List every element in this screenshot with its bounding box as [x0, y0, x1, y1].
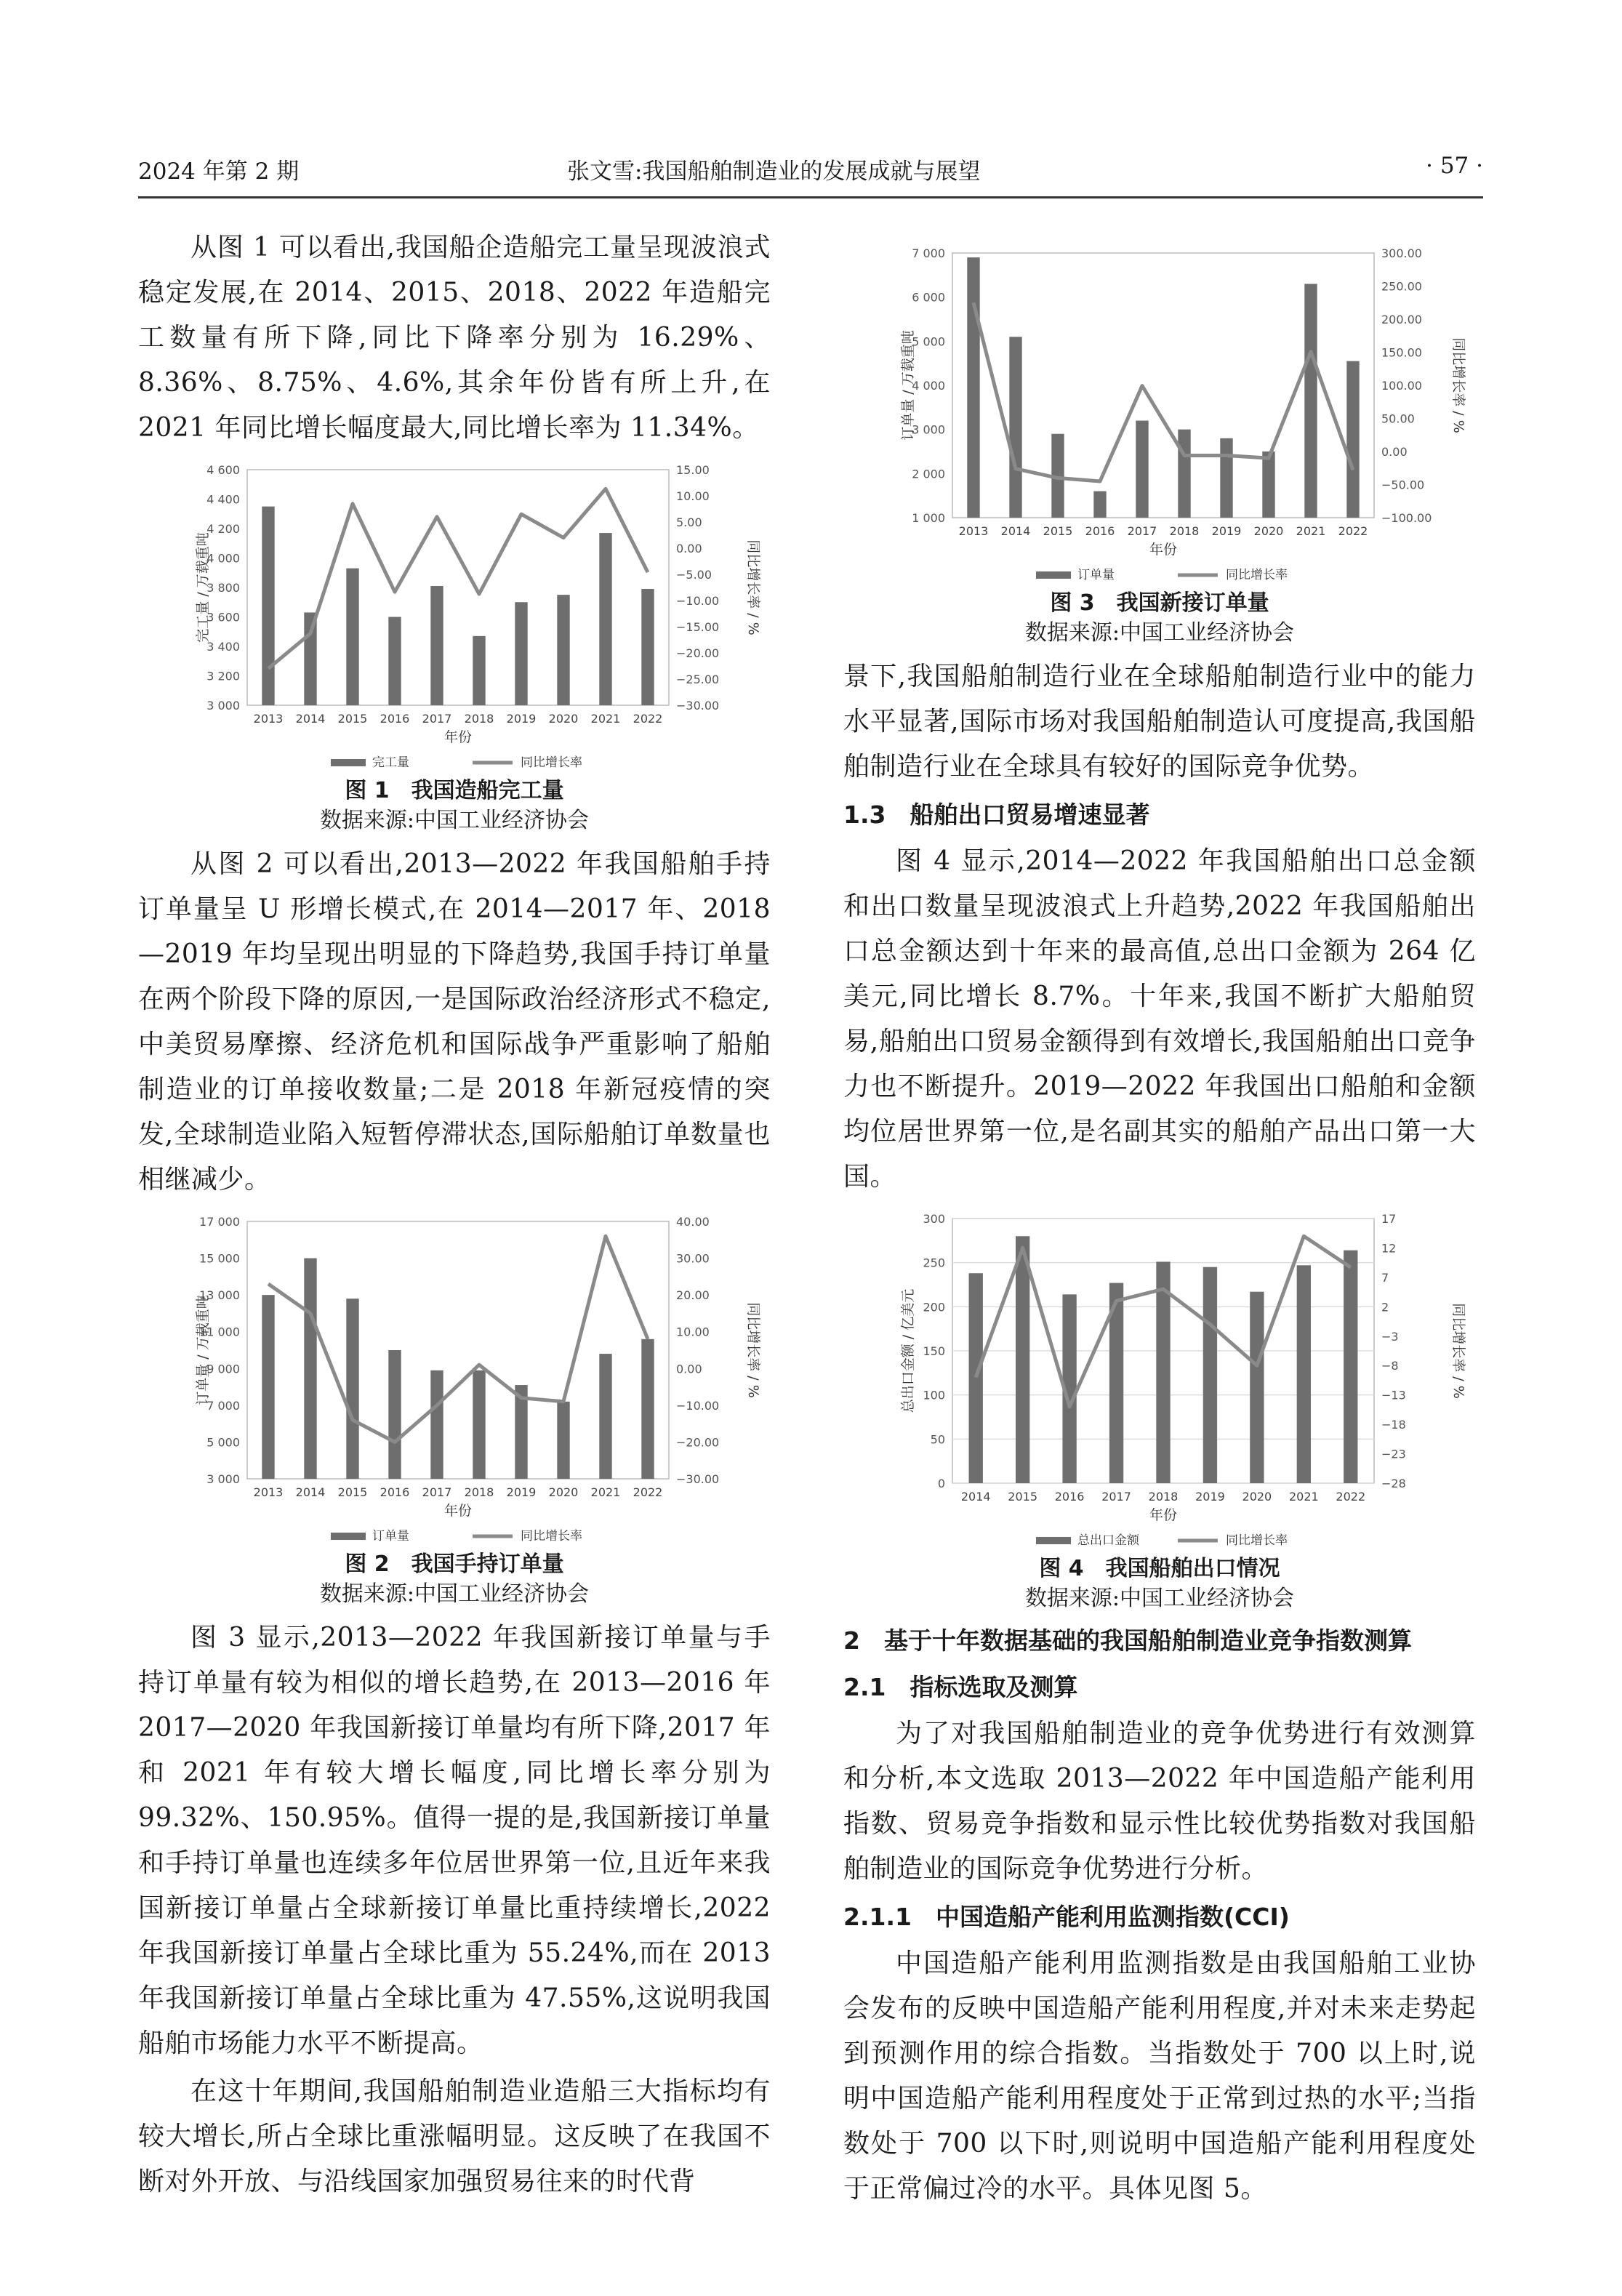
chart-4	[843, 1205, 1476, 1554]
y-tick-label: 0	[937, 1477, 945, 1490]
page-number: · 57 ·	[1426, 153, 1483, 179]
bar	[1250, 1292, 1264, 1483]
bar	[599, 1354, 611, 1479]
bar	[599, 533, 611, 705]
legend-label: 同比增长率	[1226, 1533, 1288, 1548]
y2-tick-label: 300.00	[1381, 246, 1422, 260]
y-tick-label: 17 000	[199, 1215, 240, 1229]
y2-tick-label: 40.00	[676, 1215, 710, 1229]
bar	[1220, 438, 1232, 518]
legend-swatch-bar	[1036, 571, 1071, 579]
y2-tick-label: 250.00	[1381, 279, 1422, 294]
y-tick-label: 13 000	[199, 1288, 240, 1303]
bar	[1009, 337, 1021, 518]
y-tick-label: 4 200	[206, 522, 240, 536]
y2-tick-label: 100.00	[1381, 379, 1422, 393]
bar	[304, 612, 316, 705]
x-tick-label: 2016	[1054, 1490, 1085, 1504]
y-tick-label: 50	[930, 1432, 945, 1447]
y2-tick-label: −20.00	[676, 1435, 720, 1450]
y-axis-label: 完工量 / 万载重吨	[195, 532, 211, 643]
figure-source: 数据来源:中国工业经济协会	[1024, 1586, 1295, 1611]
x-tick-label: 2014	[295, 1485, 326, 1499]
x-tick-label: 2014	[295, 712, 326, 726]
x-tick-label: 2014	[1000, 524, 1031, 538]
legend-swatch-bar	[1036, 1537, 1071, 1544]
paragraph: 为了对我国船舶制造业的竞争优势进行有效测算和分析,本文选取 2013—2022 年中国造船产能利用指数、贸易竞争指数和显示性比较优势指数对我国船舶制造业的国际竞争优势进行分析。	[843, 1719, 1476, 1884]
bar	[1346, 361, 1359, 518]
y2-tick-label: 0.00	[676, 542, 702, 555]
y2-tick-label: −15.00	[676, 620, 720, 634]
y2-tick-label: 20.00	[676, 1288, 710, 1303]
paragraph: 图 3 显示,2013—2022 年我国新接订单量与手持订单量有较为相似的增长趋势,在 2013—2016 年 2017—2020 年我国新接订单量均有所下降,2017 年和 2021 年有较大增长幅度,同比增长率分别为 99.32%、150.95%。值得一提的是,我国新接订单量和手持订单量也连续多年位居世界第一位,且近年来我国新接订单量占全球新接订单量比重持续增长,2022 年我国新接订单量占全球比重为 55.24%,而在 2013 年我国新接订单量占全球比重为 47.55%,这说明我国船舶市场能力水平不断提高。	[138, 1623, 771, 2058]
x-tick-label: 2016	[380, 712, 410, 726]
y2-tick-label: 150.00	[1381, 345, 1422, 360]
chart-3	[843, 240, 1476, 589]
y2-tick-label: −100.00	[1381, 511, 1432, 525]
bar	[304, 1259, 316, 1479]
y-tick-label: 3 000	[206, 1472, 240, 1486]
series-line	[268, 489, 648, 668]
x-tick-label: 2021	[1296, 524, 1326, 538]
section-heading: 2.1.1 中国造船产能利用监测指数(CCI)	[843, 1903, 1290, 1931]
x-tick-label: 2020	[1242, 1490, 1272, 1504]
x-tick-label: 2022	[1338, 524, 1368, 538]
paragraph: 图 4 显示,2014—2022 年我国船舶出口总金额和出口数量呈现波浪式上升趋势,2022 年我国船舶出口总金额达到十年来的最高值,总出口金额为 264 亿美元,同比增长 8.7%。十年来,我国不断扩大船舶贸易,船舶出口贸易金额得到有效增长,我国船舶出口竞争力也不断提升。2019—2022 年我国出口船舶和金额均位居世界第一位,是名副其实的船舶产品出口第一大国。	[843, 846, 1476, 1192]
y-tick-label: 3 000	[206, 699, 240, 713]
x-tick-label: 2019	[506, 712, 537, 726]
x-axis-label: 年份	[443, 1503, 473, 1519]
figure-caption: 图 4 我国船舶出口情况	[1039, 1556, 1280, 1581]
legend-label: 同比增长率	[1226, 568, 1288, 582]
figure-4	[843, 1205, 1476, 1614]
x-tick-label: 2018	[464, 1485, 494, 1499]
y2-tick-label: 10.00	[676, 489, 710, 503]
bar	[515, 602, 527, 705]
y-tick-label: 2 000	[912, 467, 945, 481]
y-tick-label: 1 000	[912, 511, 945, 525]
y2-axis-label: 同比增长率 / %	[1450, 337, 1466, 433]
bar	[969, 1273, 983, 1483]
bar	[1093, 491, 1106, 518]
y-axis-label: 订单量 / 万载重吨	[195, 1295, 211, 1405]
bar	[641, 1339, 654, 1479]
y2-tick-label: −18	[1381, 1418, 1406, 1432]
y-tick-label: 250	[923, 1256, 945, 1270]
y-tick-label: 4 000	[206, 551, 240, 566]
bar	[1304, 284, 1317, 518]
y2-axis-label: 同比增长率 / %	[745, 1302, 761, 1398]
x-axis-label: 年份	[1149, 542, 1178, 558]
x-tick-label: 2020	[1253, 524, 1284, 538]
y2-axis-label: 同比增长率 / %	[1450, 1303, 1466, 1399]
y2-tick-label: −25.00	[676, 673, 720, 686]
y2-tick-label: −20.00	[676, 646, 720, 660]
y-tick-label: 3 600	[206, 610, 240, 625]
x-tick-label: 2016	[1085, 524, 1115, 538]
x-tick-label: 2015	[1008, 1490, 1038, 1504]
y-tick-label: 4 400	[206, 492, 240, 507]
y2-tick-label: −10.00	[676, 594, 720, 608]
bar	[388, 1350, 401, 1479]
x-tick-label: 2013	[253, 1485, 284, 1499]
legend-label: 同比增长率	[521, 755, 582, 770]
figure-caption: 图 3 我国新接订单量	[1050, 590, 1269, 616]
y-tick-label: 200	[923, 1300, 945, 1314]
y-tick-label: 100	[923, 1388, 945, 1402]
x-tick-label: 2019	[506, 1485, 537, 1499]
y-tick-label: 9 000	[206, 1362, 240, 1376]
figure-caption: 图 1 我国造船完工量	[345, 778, 564, 803]
x-tick-label: 2017	[422, 1485, 452, 1499]
y2-axis-label: 同比增长率 / %	[745, 539, 761, 635]
x-tick-label: 2019	[1211, 524, 1242, 538]
paragraph: 景下,我国船舶制造行业在全球船舶制造行业中的能力水平显著,国际市场对我国船舶制造认可度提高,我国船舶制造行业在全球具有较好的国际竞争优势。	[843, 662, 1476, 782]
x-tick-label: 2014	[960, 1490, 991, 1504]
y2-tick-label: 10.00	[676, 1325, 710, 1339]
bar	[641, 589, 654, 705]
y2-tick-label: −8	[1381, 1359, 1399, 1373]
bar	[388, 617, 401, 706]
y2-tick-label: 12	[1381, 1241, 1397, 1256]
y-tick-label: 15 000	[199, 1251, 240, 1266]
section-heading: 2.1 指标选取及测算	[843, 1673, 1078, 1701]
legend-label: 订单量	[1077, 568, 1115, 582]
paragraph: 从图 2 可以看出,2013—2022 年我国船舶手持订单量呈 U 形增长模式,在 2014—2017 年、2018—2019 年均呈现出明显的下降趋势,我国手持订单量在两个阶段下降的原因,一是国际政治经济形式不稳定,中美贸易摩擦、经济危机和国际战争严重影响了船舶制造业的订单接收数量;二是 2018 年新冠疫情的突发,全球制造业陷入短暂停滞状态,国际船舶订单数量也相继减少。	[138, 849, 771, 1195]
x-tick-label: 2022	[633, 712, 663, 726]
x-tick-label: 2015	[337, 1485, 368, 1499]
y-tick-label: 7 000	[912, 246, 945, 260]
x-tick-label: 2017	[1127, 524, 1157, 538]
figure-source: 数据来源:中国工业经济协会	[319, 808, 590, 833]
figure-2	[138, 1208, 771, 1610]
legend-label: 订单量	[372, 1529, 409, 1544]
x-tick-label: 2018	[1169, 524, 1200, 538]
y2-tick-label: −23	[1381, 1447, 1406, 1461]
x-tick-label: 2019	[1195, 1490, 1225, 1504]
x-tick-label: 2013	[958, 524, 989, 538]
x-tick-label: 2020	[548, 712, 579, 726]
legend-label: 完工量	[372, 755, 409, 770]
x-tick-label: 2018	[1148, 1490, 1179, 1504]
y2-tick-label: 7	[1381, 1270, 1389, 1285]
legend-label: 同比增长率	[521, 1529, 582, 1544]
bar	[1016, 1236, 1029, 1483]
page-header	[138, 153, 1483, 198]
y2-tick-label: 0.00	[676, 1362, 702, 1376]
chart-2	[138, 1208, 771, 1550]
figure-1	[138, 457, 771, 836]
section-heading: 2 基于十年数据基础的我国船舶制造业竞争指数测算	[843, 1626, 1412, 1655]
x-tick-label: 2013	[253, 712, 284, 726]
y2-tick-label: 15.00	[676, 463, 710, 477]
bar	[430, 586, 443, 705]
series-line	[973, 302, 1353, 481]
x-tick-label: 2022	[1336, 1490, 1366, 1504]
y2-tick-label: −30.00	[676, 699, 720, 713]
bar	[346, 569, 358, 705]
y2-tick-label: 5.00	[676, 515, 702, 529]
x-tick-label: 2016	[380, 1485, 410, 1499]
y-tick-label: 3 400	[206, 640, 240, 654]
y-tick-label: 300	[923, 1212, 945, 1226]
bar	[473, 1370, 485, 1479]
y2-tick-label: −13	[1381, 1388, 1406, 1402]
bar	[1262, 451, 1274, 518]
bar	[262, 1295, 274, 1479]
legend-swatch-bar	[331, 759, 366, 766]
bar	[1178, 430, 1190, 518]
bar	[1297, 1265, 1311, 1483]
bar	[557, 1402, 569, 1479]
bar	[557, 595, 569, 705]
x-tick-label: 2021	[590, 712, 621, 726]
y2-tick-label: 17	[1381, 1212, 1397, 1226]
x-tick-label: 2015	[1043, 524, 1073, 538]
x-tick-label: 2020	[548, 1485, 579, 1499]
bar	[1203, 1267, 1217, 1483]
legend-swatch-bar	[331, 1533, 366, 1540]
y-tick-label: 150	[923, 1344, 945, 1358]
bar	[346, 1298, 358, 1479]
y-tick-label: 3 200	[206, 669, 240, 683]
section-heading: 1.3 船舶出口贸易增速显著	[843, 800, 1150, 829]
x-tick-label: 2017	[1101, 1490, 1131, 1504]
bar	[1136, 421, 1148, 518]
y2-tick-label: 30.00	[676, 1251, 710, 1266]
x-tick-label: 2018	[464, 712, 494, 726]
x-tick-label: 2017	[422, 712, 452, 726]
y-tick-label: 4 600	[206, 463, 240, 477]
y2-tick-label: −3	[1381, 1329, 1399, 1344]
right-column	[843, 240, 1476, 2215]
running-title: 张文雪:我国船舶制造业的发展成就与展望	[567, 158, 981, 185]
y2-tick-label: −10.00	[676, 1398, 720, 1413]
y-axis-label: 总出口金额 / 亿美元	[900, 1288, 916, 1413]
x-axis-label: 年份	[443, 729, 473, 745]
series-line	[268, 1236, 648, 1442]
y2-tick-label: −30.00	[676, 1472, 720, 1486]
y2-tick-label: 50.00	[1381, 412, 1415, 426]
y2-tick-label: −28	[1381, 1477, 1406, 1490]
y2-tick-label: −5.00	[676, 568, 712, 582]
journal-issue: 2024 年第 2 期	[138, 158, 300, 185]
figure-3	[843, 240, 1476, 649]
bar	[1344, 1251, 1357, 1483]
left-column	[138, 225, 771, 2207]
bar	[473, 636, 485, 705]
figure-source: 数据来源:中国工业经济协会	[319, 1581, 590, 1607]
legend-label: 总出口金额	[1077, 1533, 1139, 1548]
y-tick-label: 5 000	[206, 1435, 240, 1450]
paragraph: 中国造船产能利用监测指数是由我国船舶工业协会发布的反映中国造船产能利用程度,并对未来走势起到预测作用的综合指数。当指数处于 700 以上时,说明中国造船产能利用程度处于正常到过热的水平;当指数处于 700 以下时,则说明中国造船产能利用程度处于正常偏过冷的水平。具体见图 5。	[843, 1948, 1476, 2204]
figure-source: 数据来源:中国工业经济协会	[1024, 620, 1295, 646]
x-tick-label: 2015	[337, 712, 368, 726]
figure-caption: 图 2 我国手持订单量	[345, 1552, 564, 1577]
x-tick-label: 2022	[633, 1485, 663, 1499]
paragraph: 在这十年期间,我国船舶制造业造船三大指标均有较大增长,所占全球比重涨幅明显。这反映了在我国不断对外开放、与沿线国家加强贸易往来的时代背	[138, 2076, 771, 2196]
y2-tick-label: 200.00	[1381, 313, 1422, 326]
y2-tick-label: 2	[1381, 1300, 1389, 1314]
bar	[430, 1370, 443, 1479]
x-tick-label: 2021	[1288, 1490, 1319, 1504]
y-tick-label: 5 000	[912, 334, 945, 349]
bar	[262, 507, 274, 705]
y-tick-label: 7 000	[206, 1398, 240, 1413]
y-axis-label: 订单量 / 万载重吨	[900, 330, 916, 441]
y-tick-label: 3 000	[912, 422, 945, 437]
chart-1	[138, 457, 771, 776]
x-axis-label: 年份	[1149, 1507, 1178, 1523]
paragraph: 从图 1 可以看出,我国船企造船完工量呈现波浪式稳定发展,在 2014、2015、2018、2022 年造船完工数量有所下降,同比下降率分别为 16.29%、8.36%、8.75%、4.6%,其余年份皆有所上升,在 2021 年同比增长幅度最大,同比增长率为 11.34%。	[138, 233, 771, 443]
y-tick-label: 3 800	[206, 581, 240, 595]
y2-tick-label: −50.00	[1381, 478, 1425, 492]
y-tick-label: 11 000	[199, 1325, 240, 1339]
y2-tick-label: 0.00	[1381, 445, 1408, 459]
y-tick-label: 4 000	[912, 379, 945, 393]
y-tick-label: 6 000	[912, 290, 945, 305]
bar	[967, 257, 979, 518]
x-tick-label: 2021	[590, 1485, 621, 1499]
